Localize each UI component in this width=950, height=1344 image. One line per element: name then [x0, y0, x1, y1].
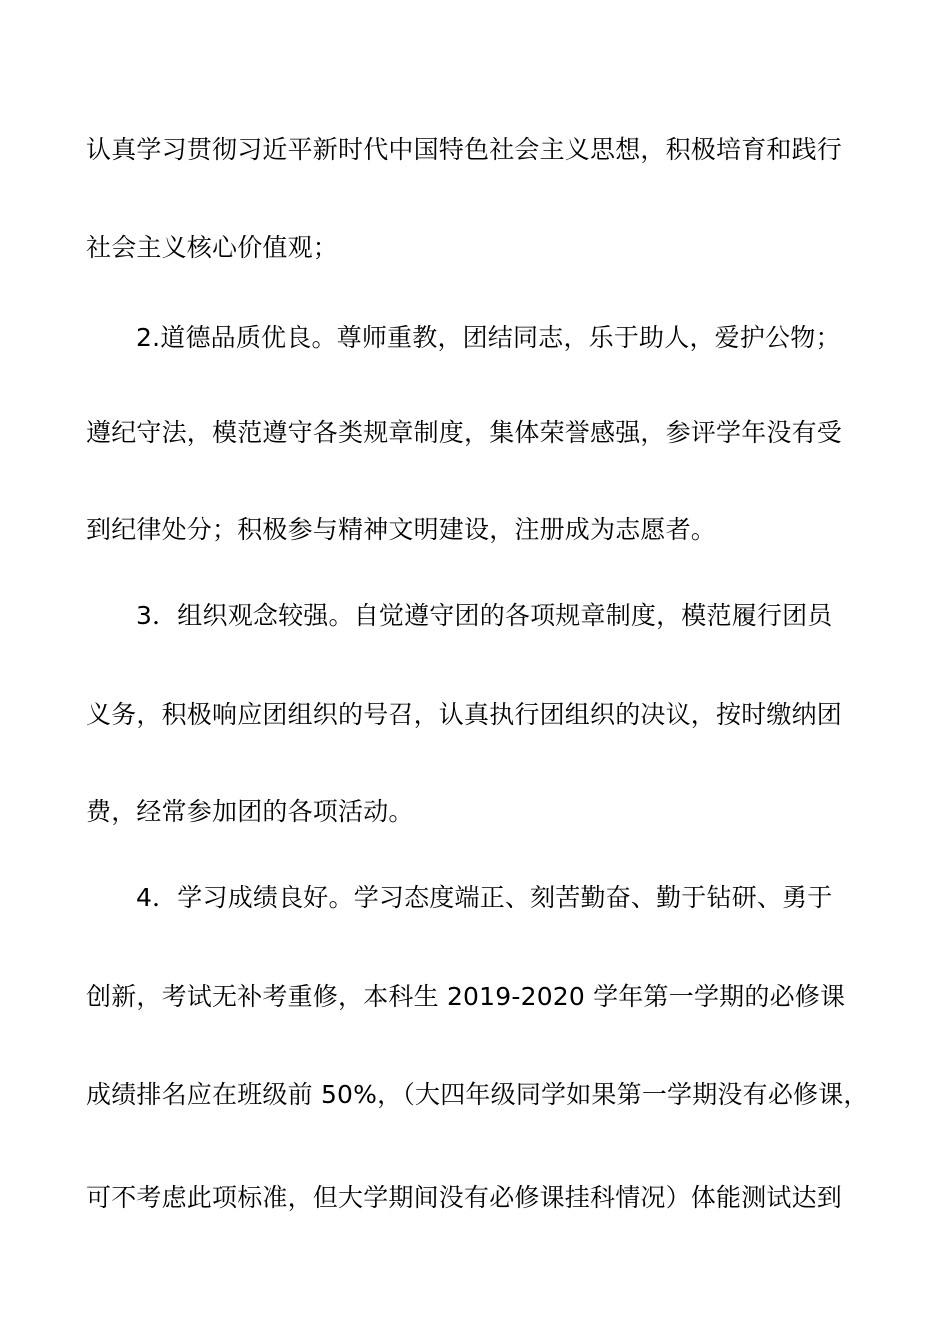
text-line-4: 遵纪守法，模范遵守各类规章制度，集体荣誉感强，参评学年没有受 — [86, 418, 843, 447]
text-line-7: 义务，积极响应团组织的号召，认真执行团组织的决议，按时缴纳团 — [86, 700, 843, 729]
text-line-3: 2.道德品质优良。尊师重教，团结同志，乐于助人，爱护公物； — [136, 323, 841, 352]
text-line-1: 认真学习贯彻习近平新时代中国特色社会主义思想，积极培育和践行 — [86, 135, 843, 164]
text-line-5: 到纪律处分；积极参与精神文明建设，注册成为志愿者。 — [86, 515, 717, 544]
text-line-8: 费，经常参加团的各项活动。 — [86, 797, 414, 826]
text-line-2: 社会主义核心价值观； — [86, 233, 339, 262]
text-line-10: 创新，考试无补考重修，本科生 2019-2020 学年第一学期的必修课 — [86, 982, 846, 1011]
text-line-6: 3．组织观念较强。自觉遵守团的各项规章制度，模范履行团员 — [136, 601, 833, 630]
text-line-12: 可不考虑此项标准，但大学期间没有必修课挂科情况）体能测试达到 — [86, 1183, 843, 1212]
text-line-11: 成绩排名应在班级前 50%，（大四年级同学如果第一学期没有必修课， — [86, 1080, 869, 1109]
text-line-9: 4．学习成绩良好。学习态度端正、刻苦勤奋、勤于钻研、勇于 — [136, 883, 833, 912]
